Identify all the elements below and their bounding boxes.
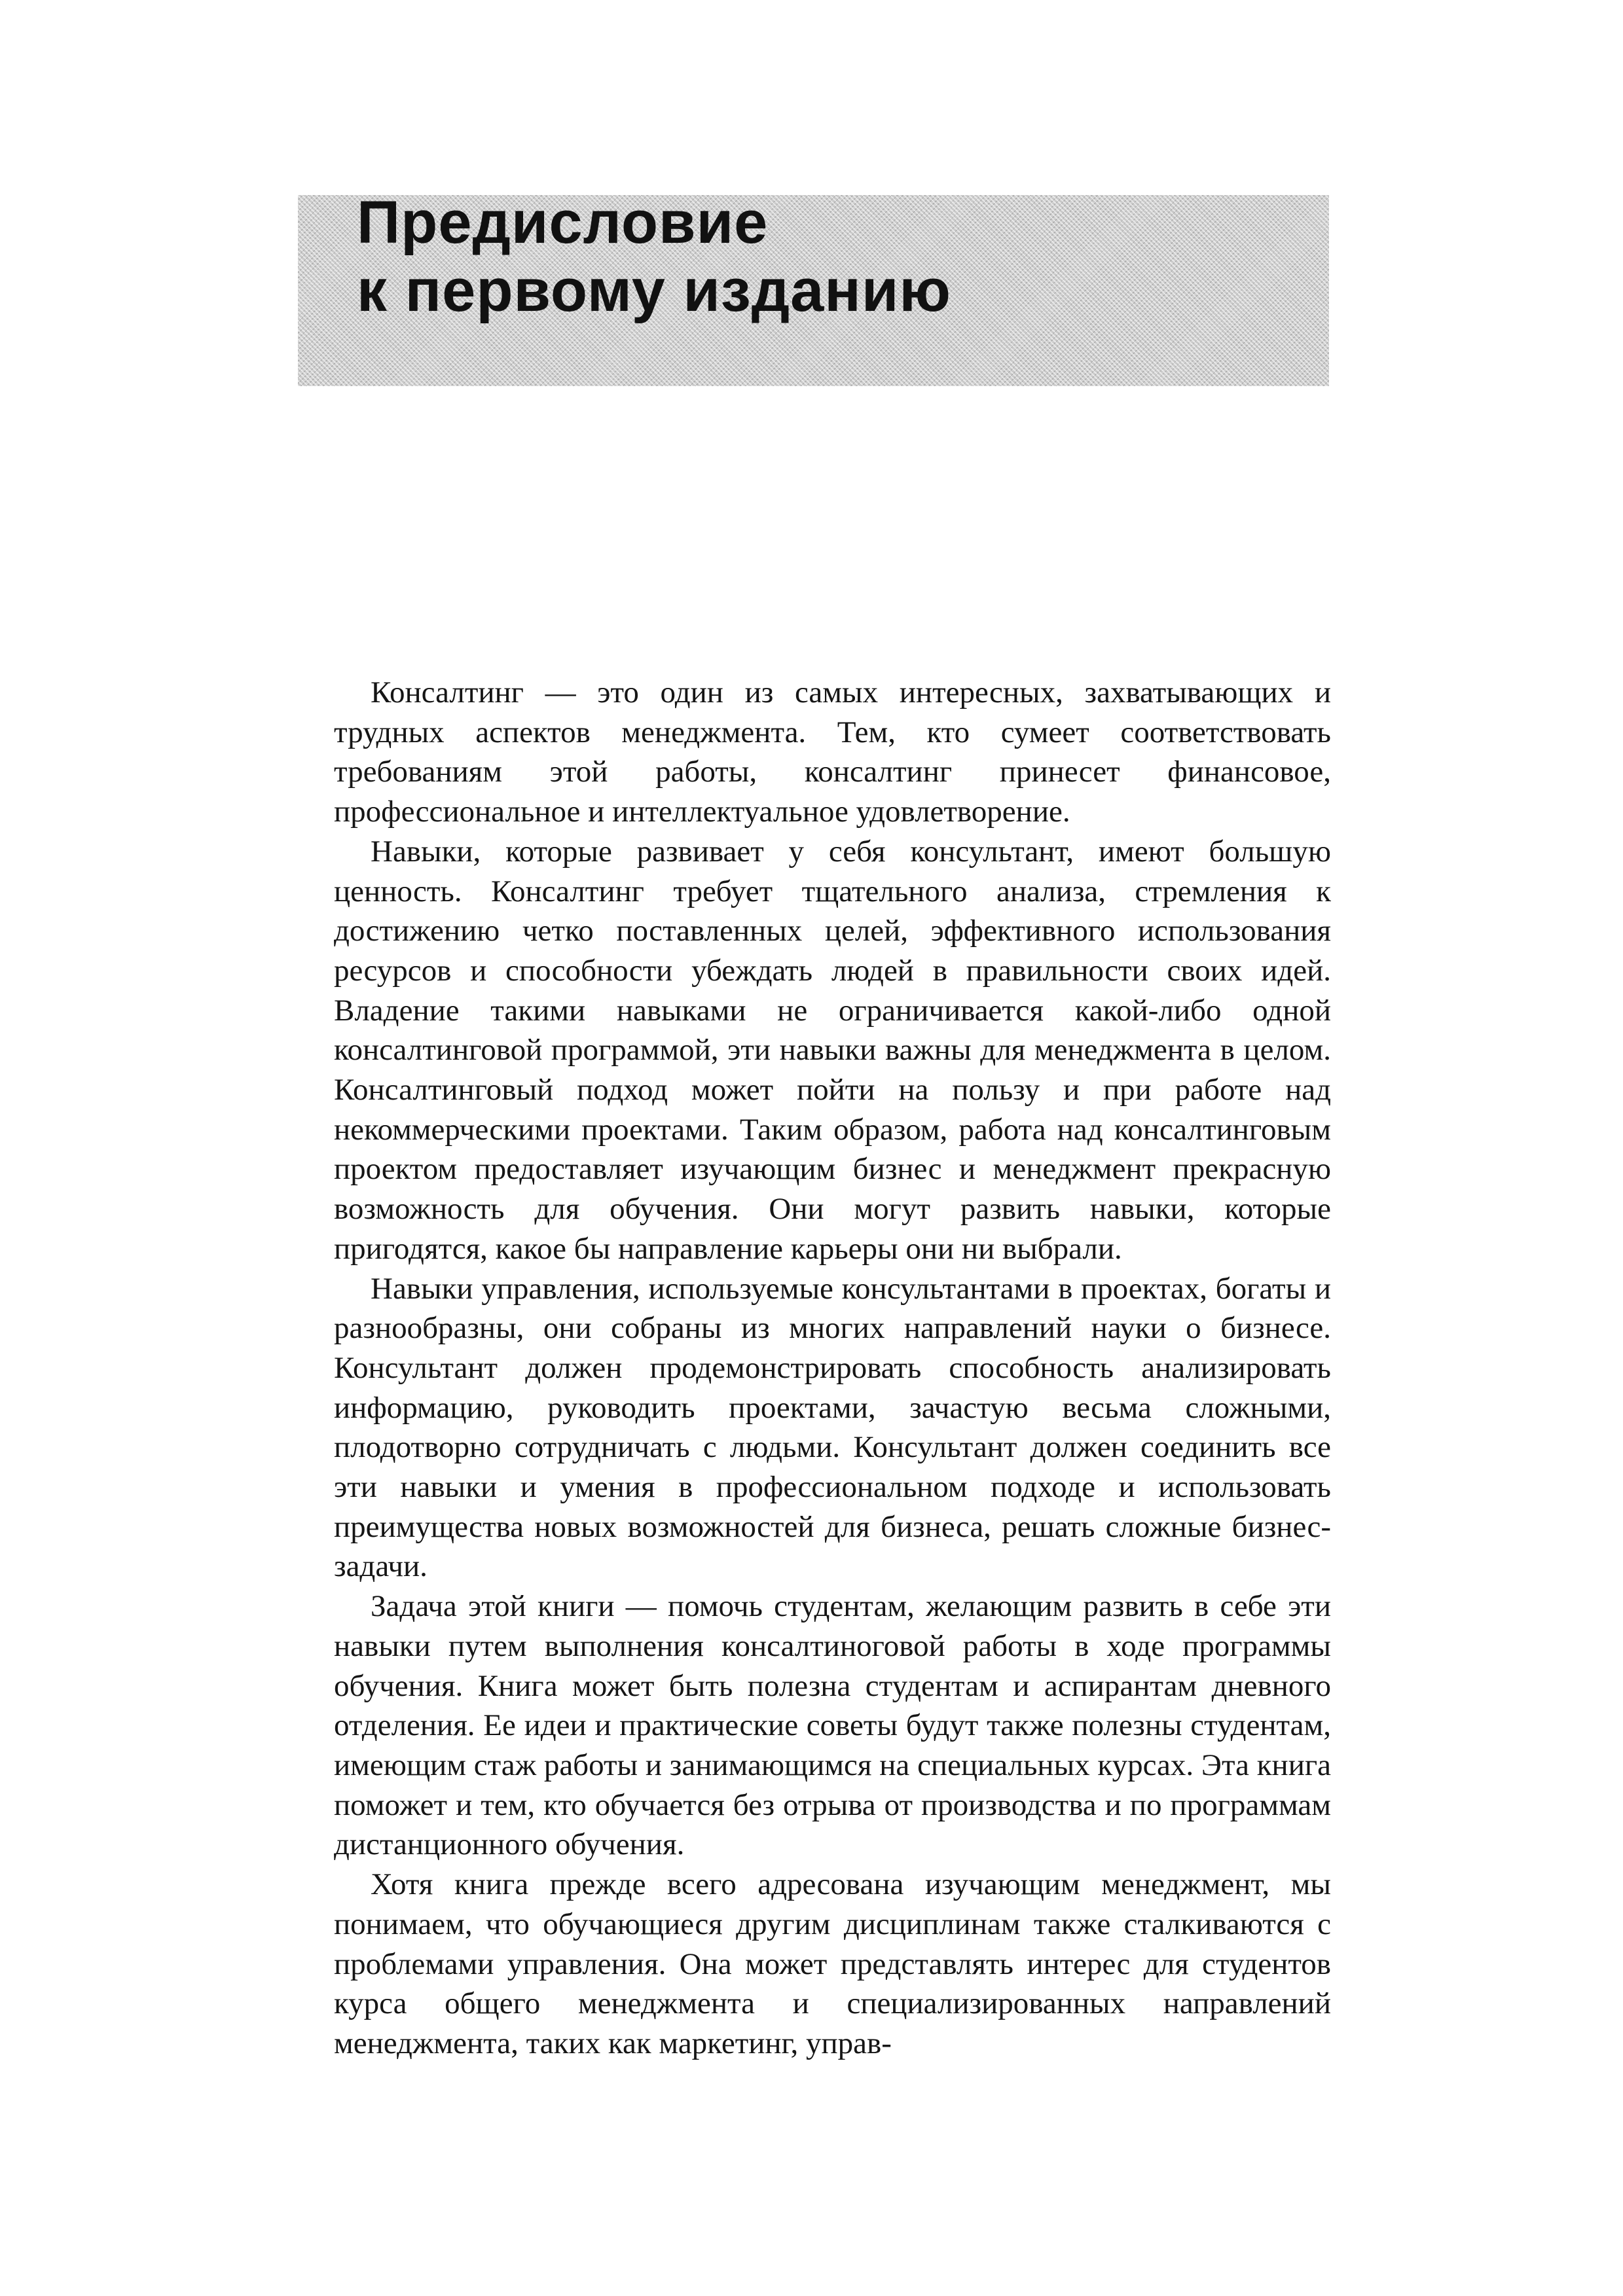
heading-line-2: к первому изданию (357, 257, 951, 324)
chapter-heading (357, 188, 1273, 325)
paragraph-1: Консалтинг — это один из самых интересных, захватывающих и трудных аспектов менеджмента. Тем, кто сумеет соответствовать требованиям этой работы, консалтинг принесет финансовое, профессиональное и интеллектуальное удовлетворение. (334, 675, 1331, 829)
paragraph-4: Задача этой книги — помочь студентам, желающим развить в себе эти навыки путем выполнения консалтиноговой работы в ходе программы обучения. Книга может быть полезна студентам и аспирантам дневного отделения. Ее идеи и практические советы будут также полезны студентам, имеющим стаж работы и занимающимся на специальных курсах. Эта книга поможет и тем, кто обучается без отрыва от производства и по программам дистанционного обучения. (334, 1589, 1331, 1862)
paragraph-2: Навыки, которые развивает у себя консультант, имеют большую ценность. Консалтинг требует тщательного анализа, стремления к достижению четко поставленных целей, эффективного использования ресурсов и способности убеждать людей в правильности своих идей. Владение такими навыками не ограничивается какой-либо одной консалтинговой программой, эти навыки важны для менеджмента в целом. Консалтинговый подход может пойти на пользу и при работе над некоммерческими проектами. Таким образом, работа над консалтинговым проектом предоставляет изучающим бизнес и менеджмент прекрасную возможность для обучения. Они могут развить навыки, которые пригодятся, какое бы направление карьеры они ни выбрали. (334, 834, 1331, 1266)
heading-line-1: Предисловие (357, 189, 769, 256)
paragraph-3: Навыки управления, используемые консультантами в проектах, богаты и разнообразны, они собраны из многих направлений науки о бизнесе. Консультант должен продемонстрировать способность анализировать информацию, руководить проектами, зачастую весьма сложными, плодотворно сотрудничать с людьми. Консультант должен соединить все эти навыки и умения в профессиональном подходе и использовать преимущества новых возможностей для бизнеса, решать сложные бизнес-задачи. (334, 1271, 1331, 1584)
body-text (334, 673, 1331, 2064)
paragraph-5: Хотя книга прежде всего адресована изучающим менеджмент, мы понимаем, что обучающиеся другим дисциплинам также сталкиваются с проблемами управления. Она может представлять интерес для студентов курса общего менеджмента и специализированных направлений менеджмента, таких как маркетинг, управ- (334, 1867, 1331, 2060)
